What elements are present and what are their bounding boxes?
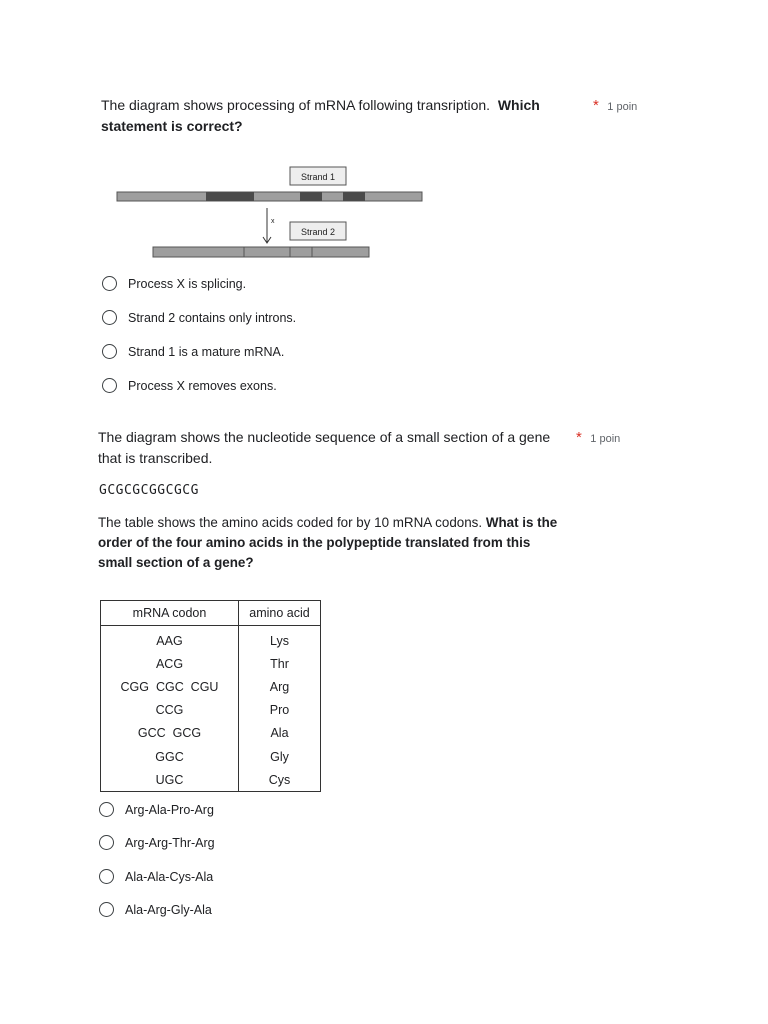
strand-2-bar bbox=[153, 247, 369, 257]
amino-acid-cell: Arg bbox=[269, 679, 290, 694]
codon-cell: GGC bbox=[101, 745, 239, 768]
option-label: Strand 1 is a mature mRNA. bbox=[128, 344, 285, 359]
radio-button[interactable] bbox=[99, 902, 114, 917]
option-label: Process X is splicing. bbox=[128, 276, 247, 291]
q1-option-1[interactable] bbox=[102, 276, 246, 291]
strand-1-segment-dark bbox=[206, 192, 254, 201]
table-row bbox=[101, 626, 321, 653]
question-1-meta bbox=[593, 97, 637, 115]
table-row bbox=[101, 675, 321, 698]
header-mrna-codon: mRNA codon bbox=[101, 601, 239, 626]
mrna-processing-diagram bbox=[110, 160, 430, 265]
required-marker: * bbox=[576, 429, 582, 446]
question-1-text: The diagram shows processing of mRNA following transription. Which statement is correct? bbox=[101, 97, 540, 134]
table-row bbox=[101, 745, 321, 768]
q1-option-2[interactable] bbox=[102, 310, 296, 325]
q2-option-2[interactable] bbox=[99, 835, 215, 850]
option-label: Process X removes exons. bbox=[128, 378, 277, 393]
strand-1-bar bbox=[117, 192, 422, 201]
amino-acid-cell: Cys bbox=[268, 772, 291, 787]
strand-1-label: Strand 1 bbox=[300, 172, 336, 182]
q2-option-4[interactable] bbox=[99, 902, 212, 917]
points-label: 1 poin bbox=[590, 433, 621, 445]
points-label: 1 poin bbox=[607, 101, 638, 113]
q2-option-1[interactable] bbox=[99, 802, 214, 817]
strand-1-segment-dark bbox=[343, 192, 365, 201]
option-label: Ala-Ala-Cys-Ala bbox=[125, 869, 214, 884]
table-row bbox=[101, 652, 321, 675]
codon-cell: ACG bbox=[101, 652, 239, 675]
codon-cell: GCC GCG bbox=[101, 722, 239, 745]
q1-option-3[interactable] bbox=[102, 344, 284, 359]
table-header-row bbox=[101, 601, 321, 626]
radio-button[interactable] bbox=[102, 276, 117, 291]
amino-acid-cell: Thr bbox=[270, 656, 289, 671]
codon-cell: UGC bbox=[101, 768, 239, 792]
table-intro: The table shows the amino acids coded for by 10 mRNA codons. What is the order of the four amino acids in the polypeptide translated from this small section of a gene? bbox=[98, 515, 558, 570]
q2-option-3[interactable] bbox=[99, 869, 213, 884]
radio-button[interactable] bbox=[99, 835, 114, 850]
strand-1-segment-dark bbox=[300, 192, 322, 201]
radio-button[interactable] bbox=[99, 869, 114, 884]
option-label: Ala-Arg-Gly-Ala bbox=[125, 902, 212, 917]
process-x-label: x bbox=[271, 218, 275, 225]
question-2-text: The diagram shows the nucleotide sequence of a small section of a gene that is transcribed. bbox=[98, 429, 551, 466]
table-row bbox=[101, 699, 321, 722]
required-marker: * bbox=[593, 97, 599, 114]
amino-acid-cell: Gly bbox=[270, 749, 289, 764]
codon-cell: CGG CGC CGU bbox=[101, 675, 239, 698]
table-row bbox=[101, 722, 321, 745]
radio-button[interactable] bbox=[102, 344, 117, 359]
option-label: Arg-Arg-Thr-Arg bbox=[125, 835, 215, 850]
table-row bbox=[101, 768, 321, 792]
radio-button[interactable] bbox=[99, 802, 114, 817]
question-2-meta bbox=[576, 429, 620, 447]
radio-button[interactable] bbox=[102, 378, 117, 393]
option-label: Arg-Ala-Pro-Arg bbox=[125, 802, 214, 817]
q1-option-4[interactable] bbox=[102, 378, 277, 393]
codon-cell: CCG bbox=[101, 699, 239, 722]
header-amino-acid: amino acid bbox=[239, 601, 321, 626]
radio-button[interactable] bbox=[102, 310, 117, 325]
codon-cell: AAG bbox=[101, 626, 239, 653]
amino-acid-cell: Lys bbox=[270, 633, 289, 648]
nucleotide-sequence: GCGCGCGGCGCG bbox=[99, 483, 199, 498]
amino-acid-cell: Pro bbox=[269, 703, 290, 718]
option-label: Strand 2 contains only introns. bbox=[128, 310, 297, 325]
amino-acid-cell: Ala bbox=[270, 726, 289, 741]
codon-table bbox=[100, 600, 321, 792]
strand-2-label: Strand 2 bbox=[300, 227, 336, 237]
